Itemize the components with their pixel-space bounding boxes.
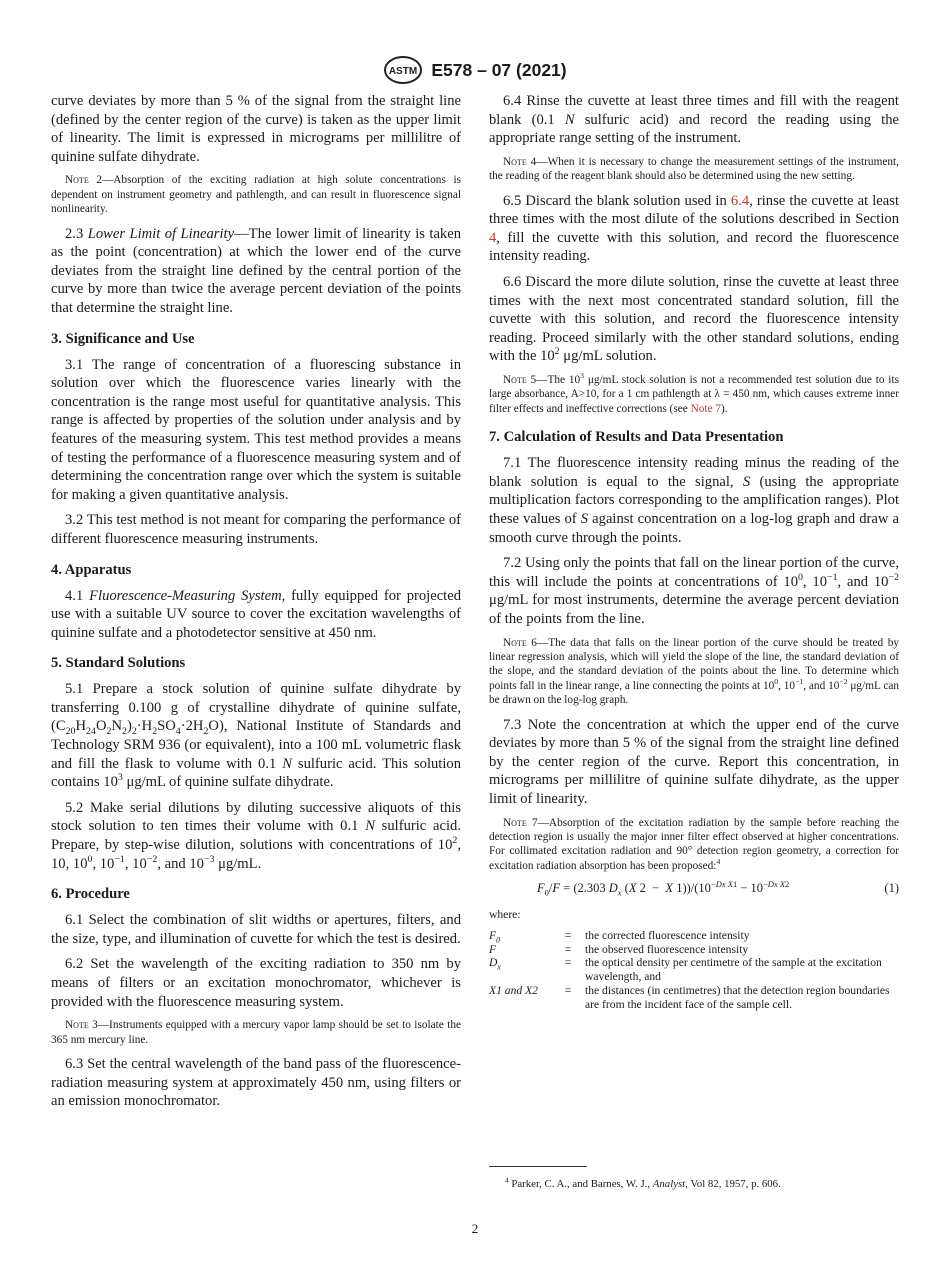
paragraph-6-4: 6.4 Rinse the cuvette at least three times and fill with the reagent blank (0.1 N sulfuric acid) and record the reading using the appropriate range setting of the instrument. bbox=[489, 93, 899, 147]
note-2: Note 2—Absorption of the exciting radiation at high solute concentrations is dependent on instrument geometry and pathlength, and can result in fluorescence signal nonlinearity. bbox=[51, 174, 461, 216]
page-number: 2 bbox=[471, 1221, 479, 1236]
equation-1 bbox=[489, 878, 899, 898]
definition-row: X1 and X2 = the distances (in centimetres) that the detection region boundaries are from the incident face of the sample cell. bbox=[489, 983, 890, 1011]
svg-text:ASTM: ASTM bbox=[389, 66, 418, 77]
where-label: where: bbox=[489, 908, 521, 922]
astm-logo-icon bbox=[383, 55, 423, 85]
paragraph-3-1: 3.1 The range of concentration of a fluorescing substance in solution over which the fluorescence varies linearly with the concentration is the range most useful for quantitative analysis. This range is affected by properties of the solution under analysis and by features of the measuring system. This test method provides a means of testing the performance of a fluorescence measuring system and of determining the concentration range over which the system is suitable for making a given quantitative analysis. bbox=[51, 356, 461, 503]
equation-number: (1) bbox=[884, 881, 899, 896]
footnote-ref-4[interactable]: 4 bbox=[716, 856, 721, 866]
paragraph-6-2: 6.2 Set the wavelength of the exciting radiation to 350 nm by means of filters or an excitation monochromator, whichever is provided with the fluorescence measuring system. bbox=[51, 956, 461, 1010]
note-5: Note 5—The $10^3$ μg/mL stock solution is not a recommended test solution due to its large absorbance, A>10, for a 1 cm pathlength at λ = 450 nm, which causes extreme inner filter effects and ineffective corrections (see Note 7). bbox=[489, 371, 899, 415]
paragraph-6-6: 6.6 Discard the more dilute solution, rinse the cuvette at least three times with the next most concentrated standard solution, fill the cuvette with this solution, and record the fluorescence intensity reading. Proceed similarly with the other standard solutions, ending with the $10^2$ μg/mL solution. bbox=[489, 273, 899, 365]
paragraph-7-2: 7.2 Using only the points that fall on the linear portion of the curve, this will include the points at concentrations of $10^0$, $10^{-1}$, and $10^{-2}$ μg/mL for most instruments, determine the average percent deviation of the points from the line. bbox=[489, 555, 899, 627]
equation-body: $F_0/F = (2.303$ $D_x$ (X 2 − X $1))/(10^{-Dx X1} - 10^{-Dx X2}$ bbox=[537, 878, 790, 898]
definitions-table bbox=[489, 929, 899, 1012]
note-3: Note 3—Instruments equipped with a mercury vapor lamp should be set to isolate the 365 nm mercury line. bbox=[51, 1019, 461, 1046]
document-title: E578 – 07 (2021) bbox=[431, 59, 567, 80]
definition-row: F = the observed fluorescence intensity bbox=[489, 942, 749, 956]
page-header bbox=[0, 54, 950, 86]
footnote-rule bbox=[489, 1166, 587, 1167]
paragraph-2-2-continued: curve deviates by more than 5 % of the signal from the straight line (defined by the center region of the curve) is taken as the upper limit of linearity. The limit is expressed in micrograms per millilitre of quinine sulfate dihydrate. bbox=[51, 93, 461, 165]
section-3-heading: 3. Significance and Use bbox=[51, 330, 195, 347]
paragraph-5-1: 5.1 Prepare a stock solution of quinine sulfate dihydrate by transferring 0.100 g of crystalline dihydrate of quinine sulfate, $(C_{20}H_{24}O_2N_2)_2\cdot H_2SO_4\cdot 2H_2O$), National Institute of Standards and Technology SRM 936 (or equivalent), into a 100 mL volumetric flask and fill the flask to volume with 0.1 N sulfuric acid. This solution contains $10^3$ μg/mL of quinine sulfate dihydrate. bbox=[51, 681, 462, 791]
paragraph-5-2: 5.2 Make serial dilutions by diluting successive aliquots of this stock solution to ten times their volume with 0.1 N sulfuric acid. Prepare, by step-wise dilution, solutions with concentrations of $10^2$, 10, $10^0$, $10^{-1}$, $10^{-2}$, and $10^{-3}$ μg/mL. bbox=[51, 799, 461, 872]
paragraph-2-3: 2.3 Lower Limit of Linearity—The lower limit of linearity is taken as the point (concentration) at which the lower end of the curve deviates from the straight line defined by the central portion of the curve by more than twice the average percent deviation of the points that determine the straight line. bbox=[51, 225, 462, 316]
note-6: Note 6—The data that falls on the linear portion of the curve should be treated by linear regression analysis, which will yield the slope of the line, the standard deviation of the slope, and the standard deviation of the points about the line. To determine which points fall in the linear range, a line connecting the points at $10^0$, $10^{-1}$, and $10^{-2}$ μg/mL can be drawn on the log-log graph. bbox=[489, 636, 900, 707]
note-7: Note 7—Absorption of the excitation radiation by the sample before reaching the detection region is usually the major inner filter effect observed at higher concentrations. For collimated excitation radiation and 90° detection region geometry, a correction for excitation radiation absorption has been proposed:$^4$ bbox=[489, 816, 899, 872]
paragraph-6-3: 6.3 Set the central wavelength of the band pass of the fluorescence-radiation measuring system at approximately 450 nm, using filters or an emission monochromator. bbox=[51, 1056, 461, 1110]
definition-row: $D_x$ = the optical density per centimetre of the sample at the excitation wavelength, and bbox=[489, 956, 882, 984]
section-6-heading: 6. Procedure bbox=[51, 886, 130, 903]
paragraph-4-1: 4.1 Fluorescence-Measuring System, fully equipped for projected use with a suitable UV source to cover the excitation wavelengths of quinine sulfate and a photodetector sensitive at 450 nm. bbox=[51, 587, 462, 641]
paragraph-6-5: 6.5 Discard the blank solution used in 6.4, rinse the cuvette at least three times with the most dilute of the solutions described in Section 4, fill the cuvette with this solution, and record the fluorescence intensity reading. bbox=[489, 192, 899, 265]
paragraph-3-2: 3.2 This test method is not meant for comparing the performance of different fluorescence measuring instruments. bbox=[51, 512, 461, 547]
footnote-4: $^4$ Parker, C. A., and Barnes, W. J., Analyst, Vol 82, 1957, p. 606. bbox=[505, 1175, 781, 1190]
link-section-4[interactable]: 4 bbox=[489, 229, 497, 246]
section-7-heading: 7. Calculation of Results and Data Presentation bbox=[489, 429, 784, 446]
right-column bbox=[489, 92, 899, 1012]
link-section-6-4[interactable]: 6.4 bbox=[730, 192, 750, 209]
section-4-heading: 4. Apparatus bbox=[51, 561, 132, 578]
section-5-heading: 5. Standard Solutions bbox=[51, 655, 186, 672]
paragraph-7-3: 7.3 Note the concentration at which the upper end of the curve deviates by more than 5 % of the signal from the straight line defined by the center region of the curve. Report this concentration, in micrograms per millilitre of quinine sulfate dihydrate, as the upper limit of linearity. bbox=[489, 716, 899, 807]
link-note-7[interactable]: Note 7 bbox=[690, 402, 722, 415]
definition-row: $F_0$ = the corrected fluorescence intensity bbox=[489, 928, 750, 945]
paragraph-7-1: 7.1 The fluorescence intensity reading minus the reading of the blank solution is equal to the signal, S (using the appropriate multiplication factors corresponding to the amplification ranges). Plot these values of S against concentration on a log-log graph and draw a smooth curve through the points. bbox=[489, 455, 899, 546]
note-4: Note 4—When it is necessary to change the measurement settings of the instrument, the reading of the reagent blank should also be determined using the new setting. bbox=[489, 155, 899, 183]
left-column bbox=[51, 92, 461, 1118]
paragraph-6-1: 6.1 Select the combination of slit widths or apertures, filters, and the size, type, and illumination of cuvette for which the test is desired. bbox=[51, 912, 461, 947]
